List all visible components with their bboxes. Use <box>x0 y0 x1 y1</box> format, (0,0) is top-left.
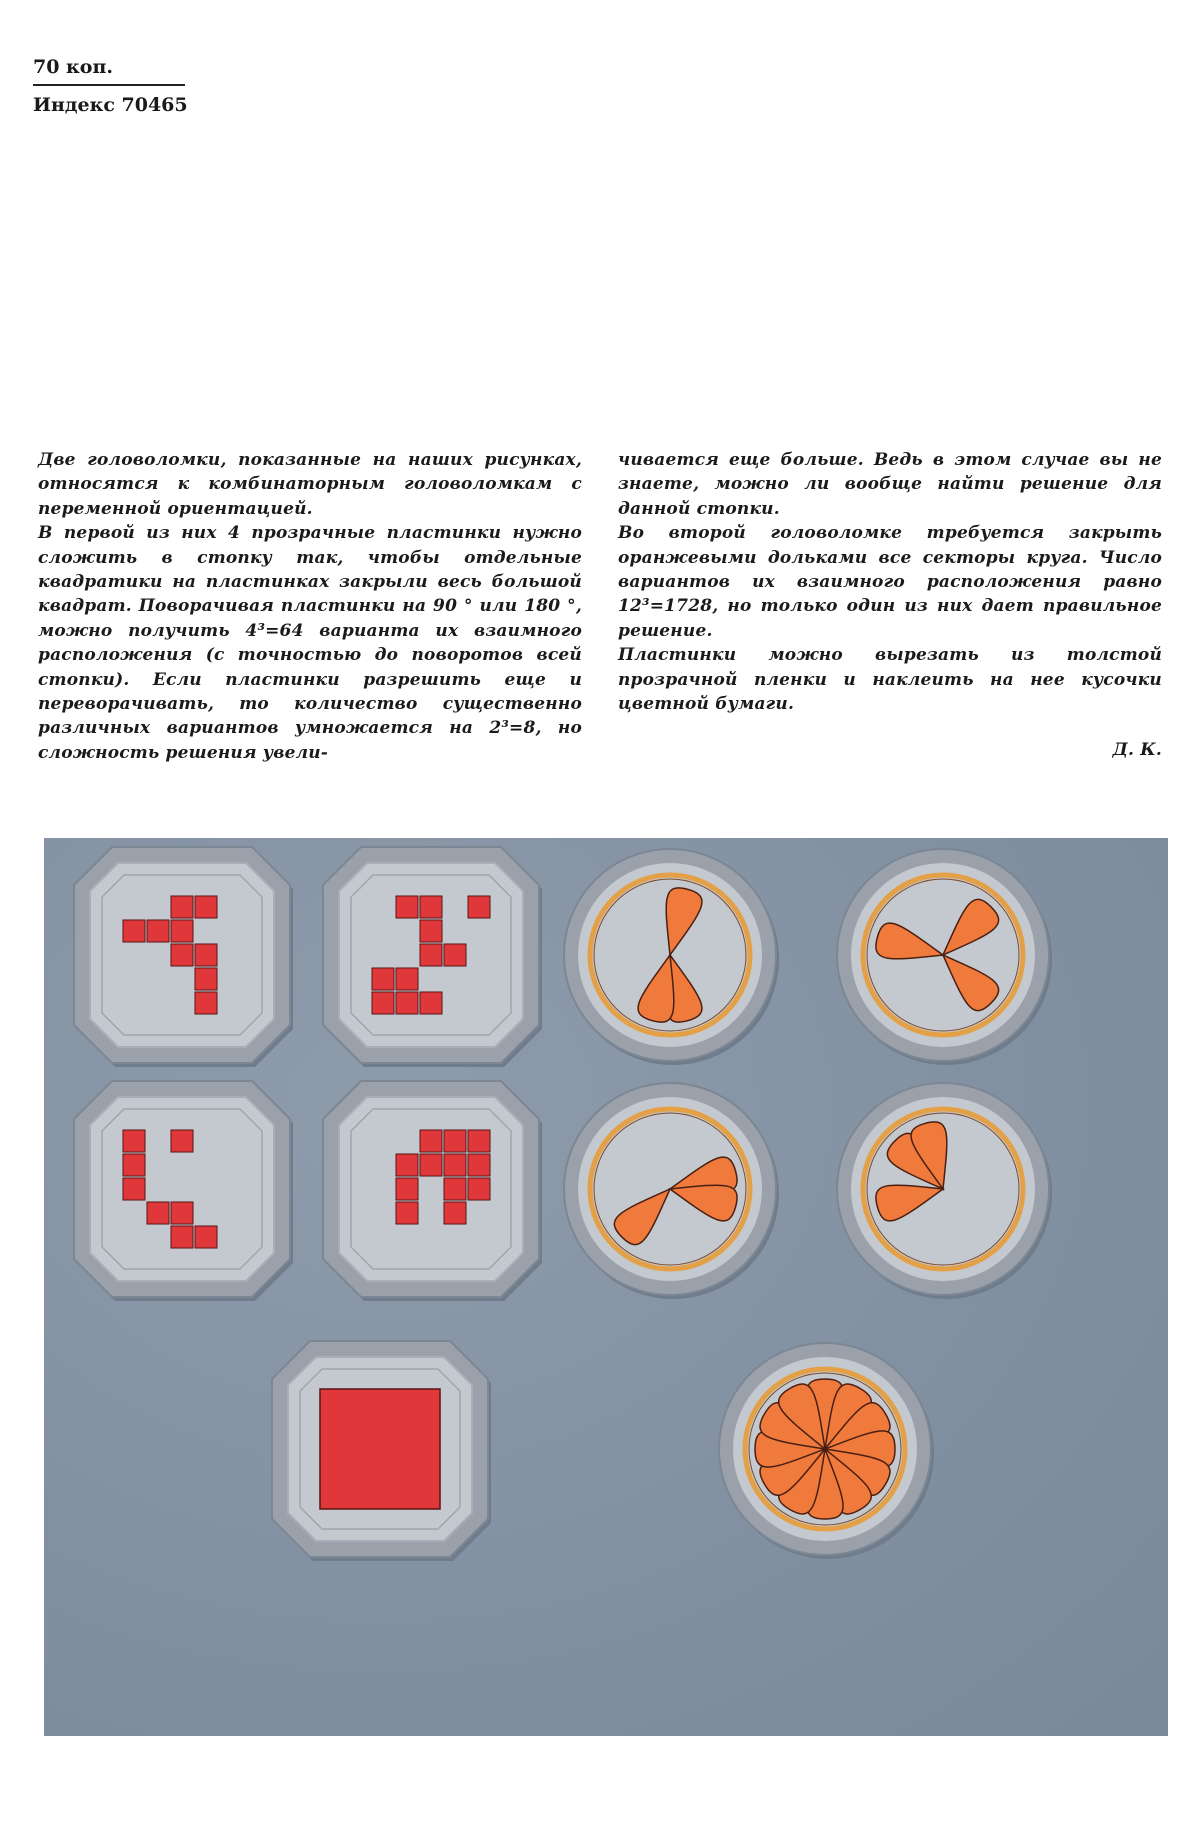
red-square <box>444 1178 466 1200</box>
paragraph: чивается еще больше. Ведь в этом случае вы не знаете, можно ли вообще найти решение для данной стопки. <box>618 450 1162 519</box>
red-square <box>123 920 145 942</box>
red-square <box>444 1154 466 1176</box>
red-square <box>372 992 394 1014</box>
red-square <box>396 1178 418 1200</box>
red-square <box>444 1202 466 1224</box>
red-square <box>171 944 193 966</box>
article-column-right <box>618 448 1162 760</box>
square-piece-plate <box>323 847 542 1067</box>
plate-inner <box>90 1097 274 1281</box>
red-square <box>468 896 490 918</box>
red-square <box>396 1202 418 1224</box>
red-square <box>195 944 217 966</box>
solved-circle-plate <box>719 1343 934 1559</box>
article-text <box>38 448 1168 768</box>
red-square <box>171 920 193 942</box>
red-square <box>123 1154 145 1176</box>
red-square <box>195 992 217 1014</box>
square-piece-plate <box>74 847 293 1067</box>
red-square <box>147 1202 169 1224</box>
puzzle-svg <box>44 838 1168 1736</box>
red-square <box>123 1178 145 1200</box>
red-square <box>420 1130 442 1152</box>
puzzle-illustration <box>44 838 1168 1736</box>
red-square <box>444 1130 466 1152</box>
solved-square-plate <box>272 1341 491 1561</box>
red-square <box>372 968 394 990</box>
paragraph: Две головоломки, показанные на наших рисунках, относятся к комбинаторным головоломкам с переменной ориентацией. <box>38 450 582 519</box>
red-square <box>468 1178 490 1200</box>
price: 70 коп. <box>33 56 113 78</box>
red-square <box>420 920 442 942</box>
square-piece-plate <box>74 1081 293 1301</box>
subscription-index: Индекс 70465 <box>33 94 188 116</box>
red-square <box>468 1154 490 1176</box>
red-square <box>147 920 169 942</box>
red-square <box>195 968 217 990</box>
paragraph: Во второй головоломке требуется закрыть оранжевыми дольками все секторы круга. Число вариантов их взаимного расположения равно 12³=1728, но только один из них дает правильное решение. <box>618 523 1162 641</box>
red-square <box>171 1130 193 1152</box>
square-piece-plate <box>323 1081 542 1301</box>
red-square <box>195 1226 217 1248</box>
price-divider <box>33 84 185 86</box>
red-square <box>396 992 418 1014</box>
plate-inner <box>339 1097 523 1281</box>
circle-piece-plate <box>564 849 779 1065</box>
red-square <box>171 1226 193 1248</box>
red-square <box>420 992 442 1014</box>
price-block <box>33 54 193 118</box>
circle-piece-plate <box>564 1083 779 1299</box>
red-square <box>320 1389 440 1509</box>
paragraph: В первой из них 4 прозрачные пластинки нужно сложить в стопку так, чтобы отдельные квадратики на пластинках закрыли весь большой квадрат. Поворачивая пластинки на 90 ° или 180 °, можно получить 4³=64 варианта их взаимного расположения (с точностью до поворотов всей стопки). Если пластинки разрешить еще и переворачивать, то количество существенно различных вариантов умножается на 2³=8, но сложность решения увели- <box>38 523 582 763</box>
red-square <box>468 1130 490 1152</box>
circle-piece-plate <box>837 849 1052 1065</box>
red-square <box>171 896 193 918</box>
red-square <box>171 1202 193 1224</box>
red-square <box>195 896 217 918</box>
paragraph: Пластинки можно вырезать из толстой прозрачной пленки и наклеить на нее кусочки цветной бумаги. <box>618 645 1162 715</box>
author-signature: Д. К. <box>1112 740 1162 760</box>
circle-piece-plate <box>837 1083 1052 1299</box>
red-square <box>396 968 418 990</box>
red-square <box>396 1154 418 1176</box>
red-square <box>444 944 466 966</box>
article-column-left <box>38 448 582 765</box>
red-square <box>396 896 418 918</box>
red-square <box>420 1154 442 1176</box>
red-square <box>123 1130 145 1152</box>
red-square <box>420 944 442 966</box>
red-square <box>420 896 442 918</box>
